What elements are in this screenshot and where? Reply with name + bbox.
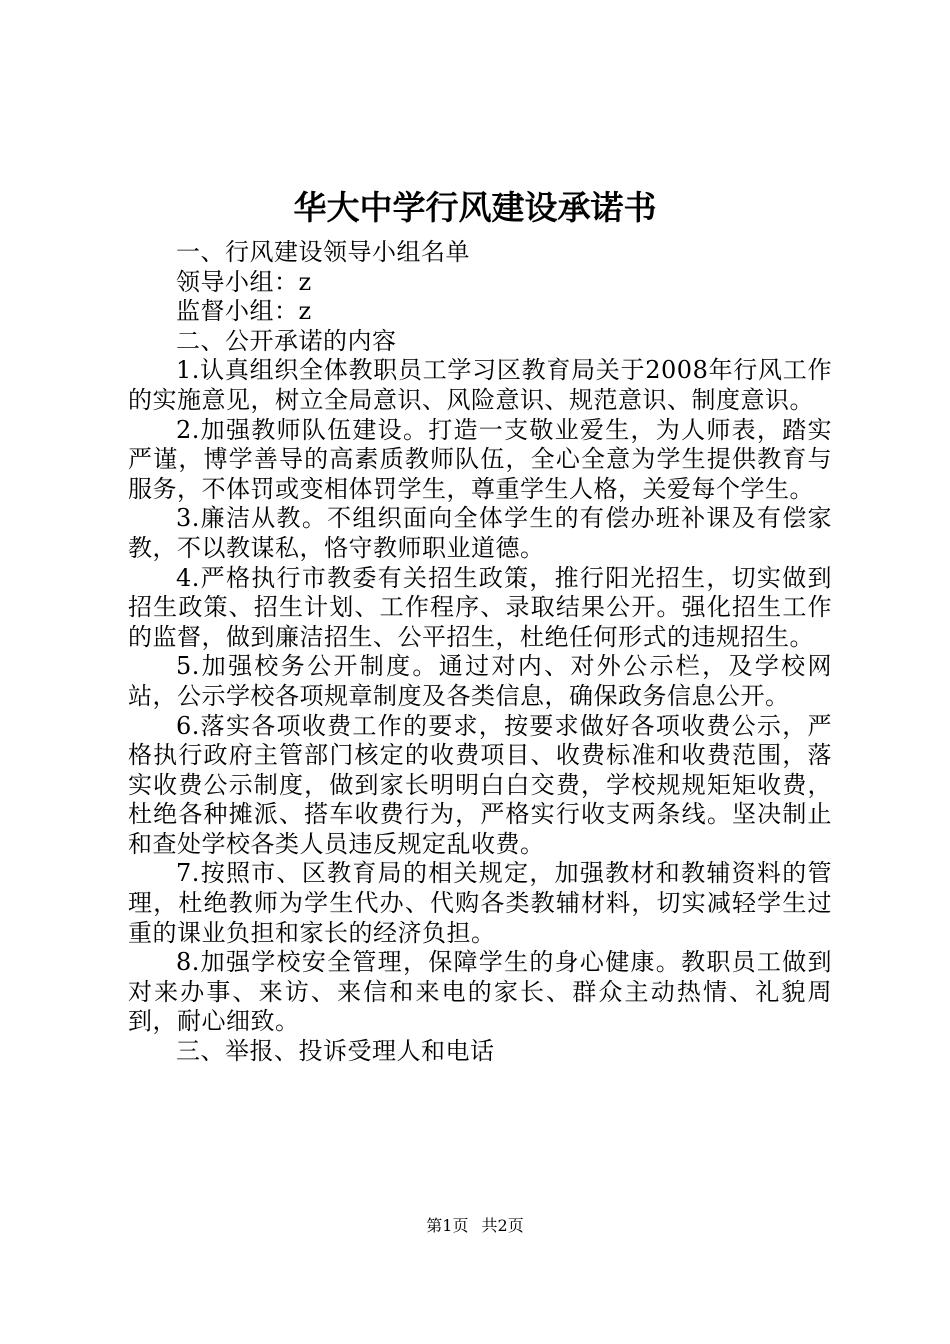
commitment-item-7: 7.按照市、区教育局的相关规定，加强教材和教辅资料的管理，杜绝教师为学生代办、代购各类教辅材料，切实减轻学生过重的课业负担和家长的经济负担。 — [128, 859, 832, 947]
page-footer — [0, 1214, 950, 1238]
commitment-item-1: 1.认真组织全体教职员工学习区教育局关于2008年行风工作的实施意见，树立全局意识、风险意识、规范意识、制度意识。 — [128, 356, 832, 414]
section-heading-commitments: 二、公开承诺的内容 — [176, 326, 397, 355]
commitment-item-6: 6.落实各项收费工作的要求，按要求做好各项收费公示，严格执行政府主管部门核定的收费项目、收费标准和收费范围，落实收费公示制度，做到家长明明白白交费，学校规规矩矩收费，杜绝各种摊派、搭车收费行为，严格实行收支两条线。坚决制止和查处学校各类人员违反规定乱收费。 — [128, 711, 832, 858]
commitment-item-4: 4.严格执行市教委有关招生政策，推行阳光招生，切实做到招生政策、招生计划、工作程序、录取结果公开。强化招生工作的监督，做到廉洁招生、公平招生，杜绝任何形式的违规招生。 — [128, 563, 832, 651]
commitment-item-5: 5.加强校务公开制度。通过对内、对外公示栏，及学校网站，公示学校各项规章制度及各类信息，确保政务信息公开。 — [128, 652, 832, 710]
section-heading-complaints: 三、举报、投诉受理人和电话 — [176, 1037, 495, 1066]
document-body — [128, 238, 832, 1067]
page-number: 第1页 — [426, 1216, 469, 1235]
commitment-item-2: 2.加强教师队伍建设。打造一支敬业爱生，为人师表，踏实严谨，博学善导的高素质教师队伍，全心全意为学生提供教育与服务，不体罚或变相体罚学生，尊重学生人格，关爱每个学生。 — [128, 415, 832, 503]
commitment-item-8: 8.加强学校安全管理，保障学生的身心健康。教职员工做到对来办事、来访、来信和来电的家长、群众主动热情、礼貌周到，耐心细致。 — [128, 948, 832, 1036]
supervision-group-line: 监督小组：z — [176, 297, 312, 326]
commitment-item-3: 3.廉洁从教。不组织面向全体学生的有偿办班补课及有偿家教，不以教谋私，恪守教师职业道德。 — [128, 504, 832, 562]
leadership-group-line: 领导小组：z — [176, 267, 312, 296]
section-heading-leadership: 一、行风建设领导小组名单 — [176, 238, 470, 266]
page-total: 共2页 — [481, 1216, 524, 1235]
document-title: 华大中学行风建设承诺书 — [293, 188, 657, 227]
